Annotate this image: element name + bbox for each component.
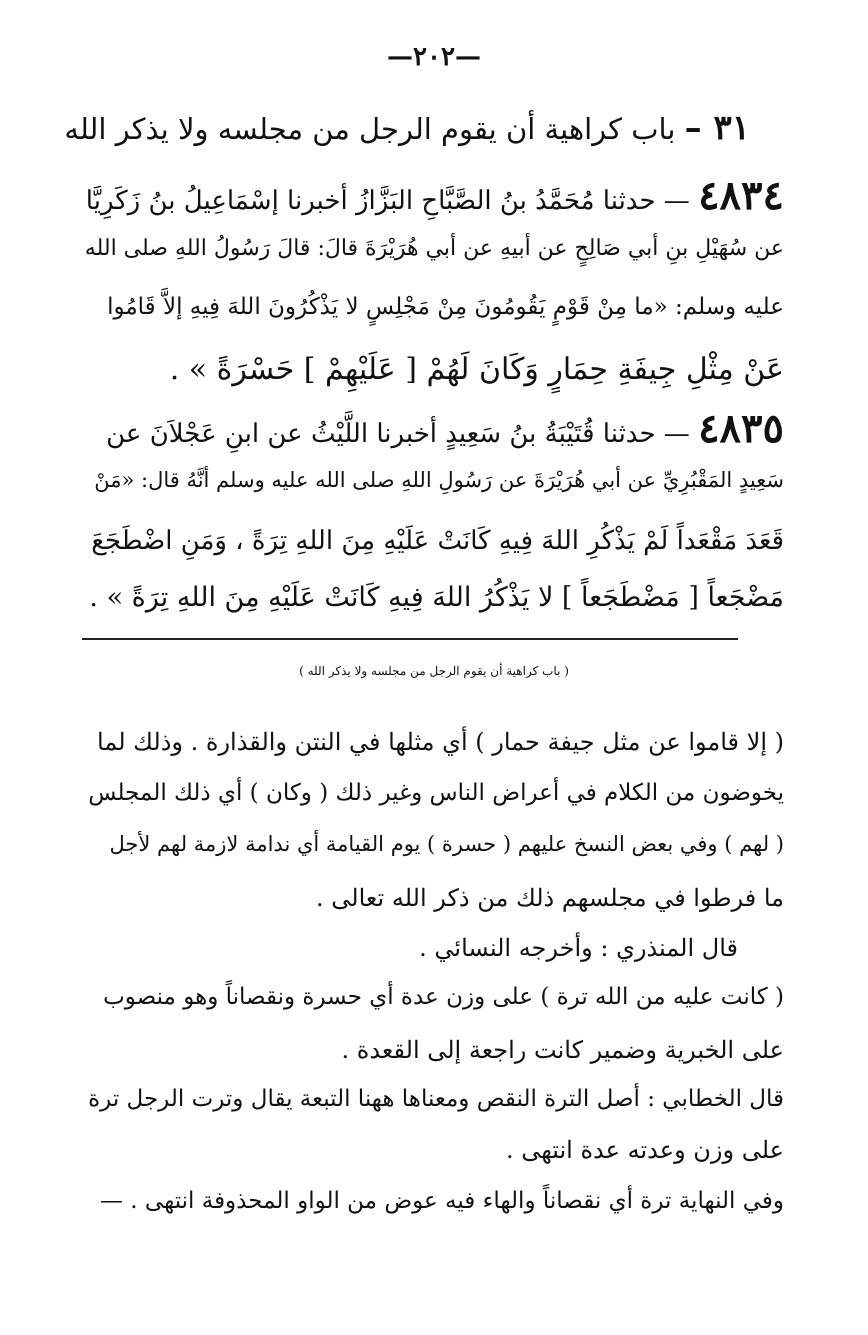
hadith-4834-line-1 xyxy=(86,172,784,219)
hadith-4835-line-4: مَضْجَعاً [ مَضْطَجَعاً ] لا يَذْكُرُ اللهَ فِيهِ كَانَتْ عَلَيْهِ مِنَ اللهِ تِرَةً » . xyxy=(89,582,784,613)
hadith-4835-line-1 xyxy=(106,405,784,452)
commentary-line-8: قال الخطابي : أصل الترة النقص ومعناها ههنا التبعة يقال وترت الرجل ترة xyxy=(88,1086,784,1112)
section-divider xyxy=(82,638,738,640)
hadith-number: ٤٨٣٥ xyxy=(698,405,784,452)
chapter-title: باب كراهية أن يقوم الرجل من مجلسه ولا يذكر الله xyxy=(64,112,676,146)
hadith-text: — حدثنا قُتَيْبَةُ بنُ سَعِيدٍ أخبرنا اللَّيْثُ عن ابنِ عَجْلاَنَ عن xyxy=(106,419,690,449)
hadith-4835-line-3: قَعَدَ مَقْعَداً لَمْ يَذْكُرِ اللهَ فِيهِ كَانَتْ عَلَيْهِ مِنَ اللهِ تِرَةً ، وَمَنِ اضْطَجَعَ xyxy=(91,526,784,556)
commentary-heading: ( باب كراهية أن يقوم الرجل من مجلسه ولا يذكر الله ) xyxy=(299,664,569,678)
commentary-line-4: ما فرطوا في مجلسهم ذلك من ذكر الله تعالى . xyxy=(316,884,784,912)
commentary-line-10: وفي النهاية ترة أي نقصاناً والهاء فيه عوض من الواو المحذوفة انتهى . — xyxy=(99,1188,784,1214)
commentary-line-5: قال المنذري : وأخرجه النسائي . xyxy=(419,934,738,962)
hadith-4835-line-2: سَعِيدٍ المَقْبُرِيِّ عن أبي هُرَيْرَةَ عن رَسُولِ اللهِ صلى الله عليه وسلم أنَّهُ قال: «مَنْ xyxy=(94,468,784,492)
hadith-4834-line-2: عن سُهَيْلِ بنِ أبي صَالِحٍ عن أبيهِ عن أبي هُرَيْرَةَ قالَ: قالَ رَسُولُ اللهِ صلى الله xyxy=(84,236,784,261)
hadith-text: — حدثنا مُحَمَّدُ بنُ الصَّبَّاحِ البَزَّازُ أخبرنا إسْمَاعِيلُ بنُ زَكَرِيَّا xyxy=(85,186,690,216)
hadith-number: ٤٨٣٤ xyxy=(698,172,784,219)
commentary-line-6: ( كانت عليه من الله ترة ) على وزن عدة أي حسرة ونقصاناً وهو منصوب xyxy=(103,984,784,1010)
commentary-line-1: ( إلا قاموا عن مثل جيفة حمار ) أي مثلها في النتن والقذارة . وذلك لما xyxy=(97,728,784,756)
hadith-4834-line-3: عليه وسلم: «ما مِنْ قَوْمٍ يَقُومُونَ مِنْ مَجْلِسٍ لا يَذْكُرُونَ اللهَ فِيهِ إلاَّ قَامُوا xyxy=(107,294,784,320)
commentary-line-7: على الخبرية وضمير كانت راجعة إلى القعدة . xyxy=(341,1036,784,1064)
commentary-line-9: على وزن وعدته عدة انتهى . xyxy=(505,1136,784,1164)
page-number: —٢٠٢— xyxy=(387,42,481,72)
chapter-number: ٣١ – xyxy=(684,108,750,148)
hadith-4834-line-4: عَنْ مِثْلِ جِيفَةِ حِمَارٍ وَكَانَ لَهُمْ [ عَلَيْهِمْ ] حَسْرَةً » . xyxy=(169,352,784,387)
commentary-line-2: يخوضون من الكلام في أعراض الناس وغير ذلك ( وكان ) أي ذلك المجلس xyxy=(88,780,784,806)
commentary-line-3: ( لهم ) وفي بعض النسخ عليهم ( حسرة ) يوم القيامة أي ندامة لازمة لهم لأجل xyxy=(109,832,784,856)
chapter-title-line xyxy=(64,108,750,148)
